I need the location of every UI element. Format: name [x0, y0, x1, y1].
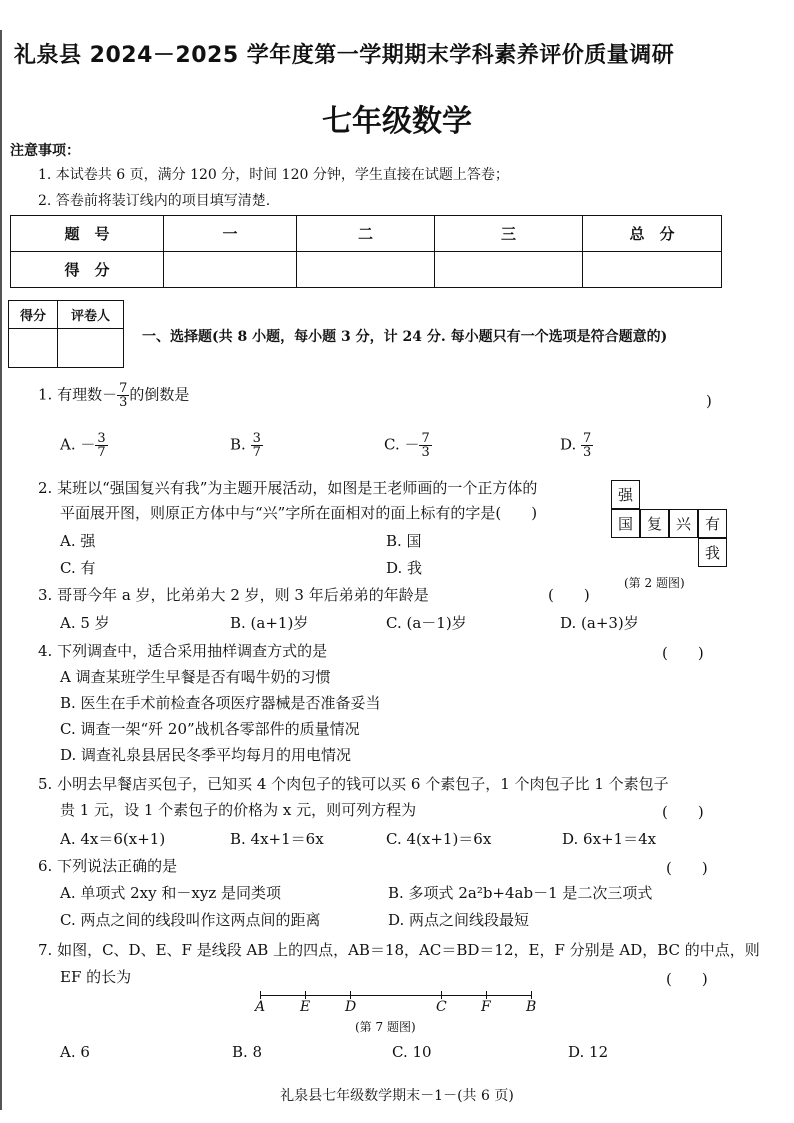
score-row-label: 得 分: [11, 252, 164, 288]
q3-option-b[interactable]: B. (a+1)岁: [230, 614, 309, 632]
subject-title: 七年级数学: [322, 104, 472, 139]
q7-figure-caption: (第 7 题图): [355, 1020, 416, 1034]
q5-line2: 贵 1 元，设 1 个素包子的价格为 x 元，则可列方程为: [60, 801, 417, 819]
q2-option-d[interactable]: D. 我: [386, 559, 423, 577]
score-header-total: 总 分: [583, 216, 722, 252]
q3-answer-bracket: ( ): [548, 586, 590, 604]
score-table: [10, 215, 722, 288]
score-cell-total[interactable]: [583, 252, 722, 288]
point-f-label: F: [481, 999, 491, 1015]
q5-answer-bracket: ( ): [662, 803, 704, 821]
q1-option-b-num: 3: [252, 431, 261, 446]
q7-answer-bracket: ( ): [666, 970, 708, 988]
q2-figure-caption: (第 2 题图): [624, 576, 685, 590]
q5-line1: 5. 小明去早餐店买包子，已知买 4 个肉包子的钱可以买 6 个素包子，1 个肉包子比 1 个素包子: [38, 775, 669, 793]
section1-heading: 一、选择题(共 8 小题，每小题 3 分，计 24 分. 每小题只有一个选项是符合题意的): [142, 329, 668, 345]
q4-option-a[interactable]: A 调查某班学生早餐是否有喝牛奶的习惯: [60, 668, 331, 686]
q7-option-c[interactable]: C. 10: [392, 1043, 432, 1061]
q1-option-d[interactable]: [560, 432, 593, 459]
tick-d: [350, 991, 351, 999]
q3-option-c[interactable]: C. (a－1)岁: [386, 614, 467, 632]
net-face-wo: 我: [698, 538, 727, 567]
q5-option-b[interactable]: B. 4x+1＝6x: [230, 830, 324, 848]
q7-line2: EF 的长为: [60, 968, 132, 986]
point-e-label: E: [300, 999, 311, 1015]
q1-option-b-fraction: [251, 432, 263, 459]
q1-stem-fraction: [117, 382, 129, 409]
net-face-fu: 复: [640, 509, 669, 538]
score-header-label: 题 号: [11, 216, 164, 252]
q1-option-d-num: 7: [583, 431, 592, 446]
q1-option-a-den: 7: [97, 445, 106, 460]
score-header-part2: 二: [297, 216, 435, 252]
q1-option-b-label: B.: [230, 435, 251, 454]
q1-option-d-fraction: [581, 432, 593, 459]
tick-a: [260, 991, 261, 999]
net-face-qiang: 强: [611, 480, 640, 509]
q3-stem: 3. 哥哥今年 a 岁，比弟弟大 2 岁，则 3 年后弟弟的年龄是: [38, 586, 429, 604]
grader-score-label: 得分: [9, 301, 58, 329]
q1-option-b[interactable]: [230, 432, 263, 459]
score-cell-part2[interactable]: [297, 252, 435, 288]
exam-title: 礼泉县 2024－2025 学年度第一学期期末学科素养评价质量调研: [14, 43, 675, 68]
net-face-guo: 国: [611, 509, 640, 538]
net-face-xing: 兴: [669, 509, 698, 538]
q7-option-d[interactable]: D. 12: [568, 1043, 609, 1061]
point-b-label: B: [526, 999, 537, 1015]
point-c-label: C: [436, 999, 447, 1015]
q2-line2: 平面展开图，则原正方体中与“兴”字所在面相对的面上标有的字是( ): [60, 504, 538, 522]
q1-option-b-den: 7: [252, 445, 261, 460]
q6-option-a[interactable]: A. 单项式 2xy 和－xyz 是同类项: [60, 884, 281, 902]
score-header-part1: 一: [164, 216, 297, 252]
q1-option-d-label: D.: [560, 435, 582, 454]
q2-option-c[interactable]: C. 有: [60, 559, 96, 577]
point-d-label: D: [345, 999, 357, 1015]
q5-option-c[interactable]: C. 4(x+1)＝6x: [386, 830, 492, 848]
q7-line1: 7. 如图，C、D、E、F 是线段 AB 上的四点，AB＝18，AC＝BD＝12，E，F 分别是 AD，BC 的中点，则: [38, 941, 760, 959]
q4-option-b[interactable]: B. 医生在手术前检查各项医疗器械是否准备妥当: [60, 694, 381, 712]
score-cell-part3[interactable]: [435, 252, 583, 288]
tick-f: [486, 991, 487, 999]
q6-option-d[interactable]: D. 两点之间线段最短: [388, 911, 530, 929]
grader-name-cell[interactable]: [58, 329, 124, 368]
q2-option-b[interactable]: B. 国: [386, 532, 422, 550]
note-item-1: 1. 本试卷共 6 页，满分 120 分，时间 120 分钟，学生直接在试题上答卷；: [38, 167, 509, 183]
segment-ab-line: [260, 995, 532, 996]
notes-heading: 注意事项：: [10, 143, 80, 159]
q1-option-c-den: 3: [421, 445, 430, 460]
q1-stem-text: 1. 有理数－: [38, 385, 118, 404]
q4-option-c[interactable]: C. 调查一架“歼 20”战机各零部件的质量情况: [60, 720, 360, 738]
q1-stem: [38, 382, 189, 409]
q7-option-a[interactable]: A. 6: [60, 1043, 90, 1061]
q2-line1: 2. 某班以“强国复兴有我”为主题开展活动，如图是王老师画的一个正方体的: [38, 479, 538, 497]
q1-frac-den: 3: [119, 395, 128, 410]
q4-stem: 4. 下列调查中，适合采用抽样调查方式的是: [38, 642, 328, 660]
q1-option-a[interactable]: [60, 432, 108, 459]
q4-option-d[interactable]: D. 调查礼泉县居民冬季平均每月的用电情况: [60, 746, 352, 764]
q1-option-c-label: C. －: [384, 435, 420, 454]
score-header-part3: 三: [435, 216, 583, 252]
q5-option-d[interactable]: D. 6x+1＝4x: [562, 830, 657, 848]
page-scan-edge: [0, 30, 2, 1110]
q1-option-d-den: 3: [583, 445, 592, 460]
q6-answer-bracket: ( ): [666, 859, 708, 877]
grader-box: [8, 300, 124, 368]
tick-e: [305, 991, 306, 999]
q1-answer-bracket: ): [706, 392, 712, 410]
q1-option-c[interactable]: [384, 432, 432, 459]
q3-option-d[interactable]: D. (a+3)岁: [560, 614, 639, 632]
q6-option-b[interactable]: B. 多项式 2a²b+4ab－1 是二次三项式: [388, 884, 653, 902]
q1-option-a-num: 3: [97, 431, 106, 446]
q2-option-a[interactable]: A. 强: [60, 532, 96, 550]
net-face-you: 有: [698, 509, 727, 538]
q6-stem: 6. 下列说法正确的是: [38, 857, 178, 875]
q1-option-a-label: A. －: [60, 435, 96, 454]
q1-frac-num: 7: [119, 381, 128, 396]
q1-option-c-num: 7: [421, 431, 430, 446]
q4-answer-bracket: ( ): [662, 644, 704, 662]
tick-c: [441, 991, 442, 999]
q1-option-a-fraction: [95, 432, 107, 459]
grader-score-cell[interactable]: [9, 329, 58, 368]
tick-b: [531, 991, 532, 999]
q1-stem-tail: 的倒数是: [129, 385, 190, 404]
point-a-label: A: [255, 999, 266, 1015]
grader-name-label: 评卷人: [58, 301, 124, 329]
q7-option-b[interactable]: B. 8: [232, 1043, 263, 1061]
page-footer: 礼泉县七年级数学期末－1－(共 6 页): [280, 1088, 514, 1104]
score-cell-part1[interactable]: [164, 252, 297, 288]
q6-option-c[interactable]: C. 两点之间的线段叫作这两点间的距离: [60, 911, 321, 929]
q1-option-c-fraction: [419, 432, 431, 459]
q5-option-a[interactable]: A. 4x＝6(x+1): [60, 830, 166, 848]
note-item-2: 2. 答卷前将装订线内的项目填写清楚.: [38, 193, 271, 209]
q3-option-a[interactable]: A. 5 岁: [60, 614, 110, 632]
